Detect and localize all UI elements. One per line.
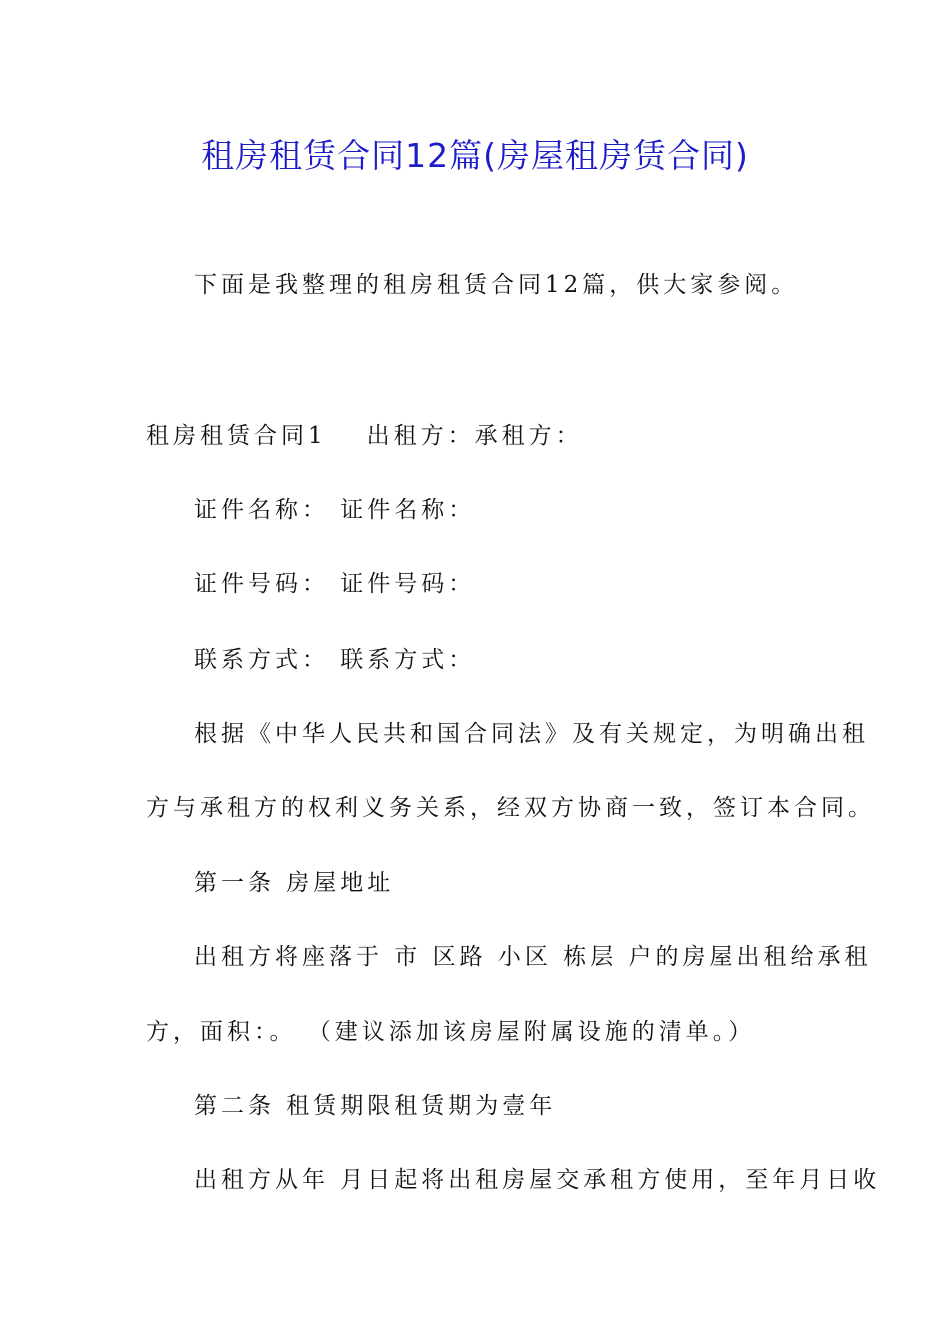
article-2-title: 第二条 租赁期限租赁期为壹年 — [194, 1093, 557, 1119]
id-number-line: 证件号码： 证件号码： — [194, 571, 476, 597]
contract-heading-line — [146, 421, 583, 451]
parties-label: 出租方：承租方： — [366, 423, 583, 449]
contract-heading: 租房租赁合同1 — [146, 423, 327, 449]
article-1-line-2: 方，面积：。 （建议添加该房屋附属设施的清单。） — [146, 1019, 756, 1045]
article-1-title: 第一条 房屋地址 — [194, 870, 395, 896]
basis-paragraph-line-1: 根据《中华人民共和国合同法》及有关规定，为明确出租 — [194, 721, 869, 747]
article-2-line-1: 出租方从年 月日起将出租房屋交承租方使用，至年月日收 — [194, 1167, 881, 1193]
id-name-line: 证件名称： 证件名称： — [194, 497, 476, 523]
intro-paragraph: 下面是我整理的租房租赁合同12篇，供大家参阅。 — [194, 272, 799, 298]
article-1-line-1: 出租方将座落于 市 区路 小区 栋层 户的房屋出租给承租 — [194, 944, 872, 970]
document-title: 租房租赁合同12篇(房屋租房赁合同) — [201, 136, 749, 175]
basis-paragraph-line-2: 方与承租方的权利义务关系，经双方协商一致，签订本合同。 — [146, 795, 875, 821]
contact-line: 联系方式： 联系方式： — [194, 647, 476, 673]
